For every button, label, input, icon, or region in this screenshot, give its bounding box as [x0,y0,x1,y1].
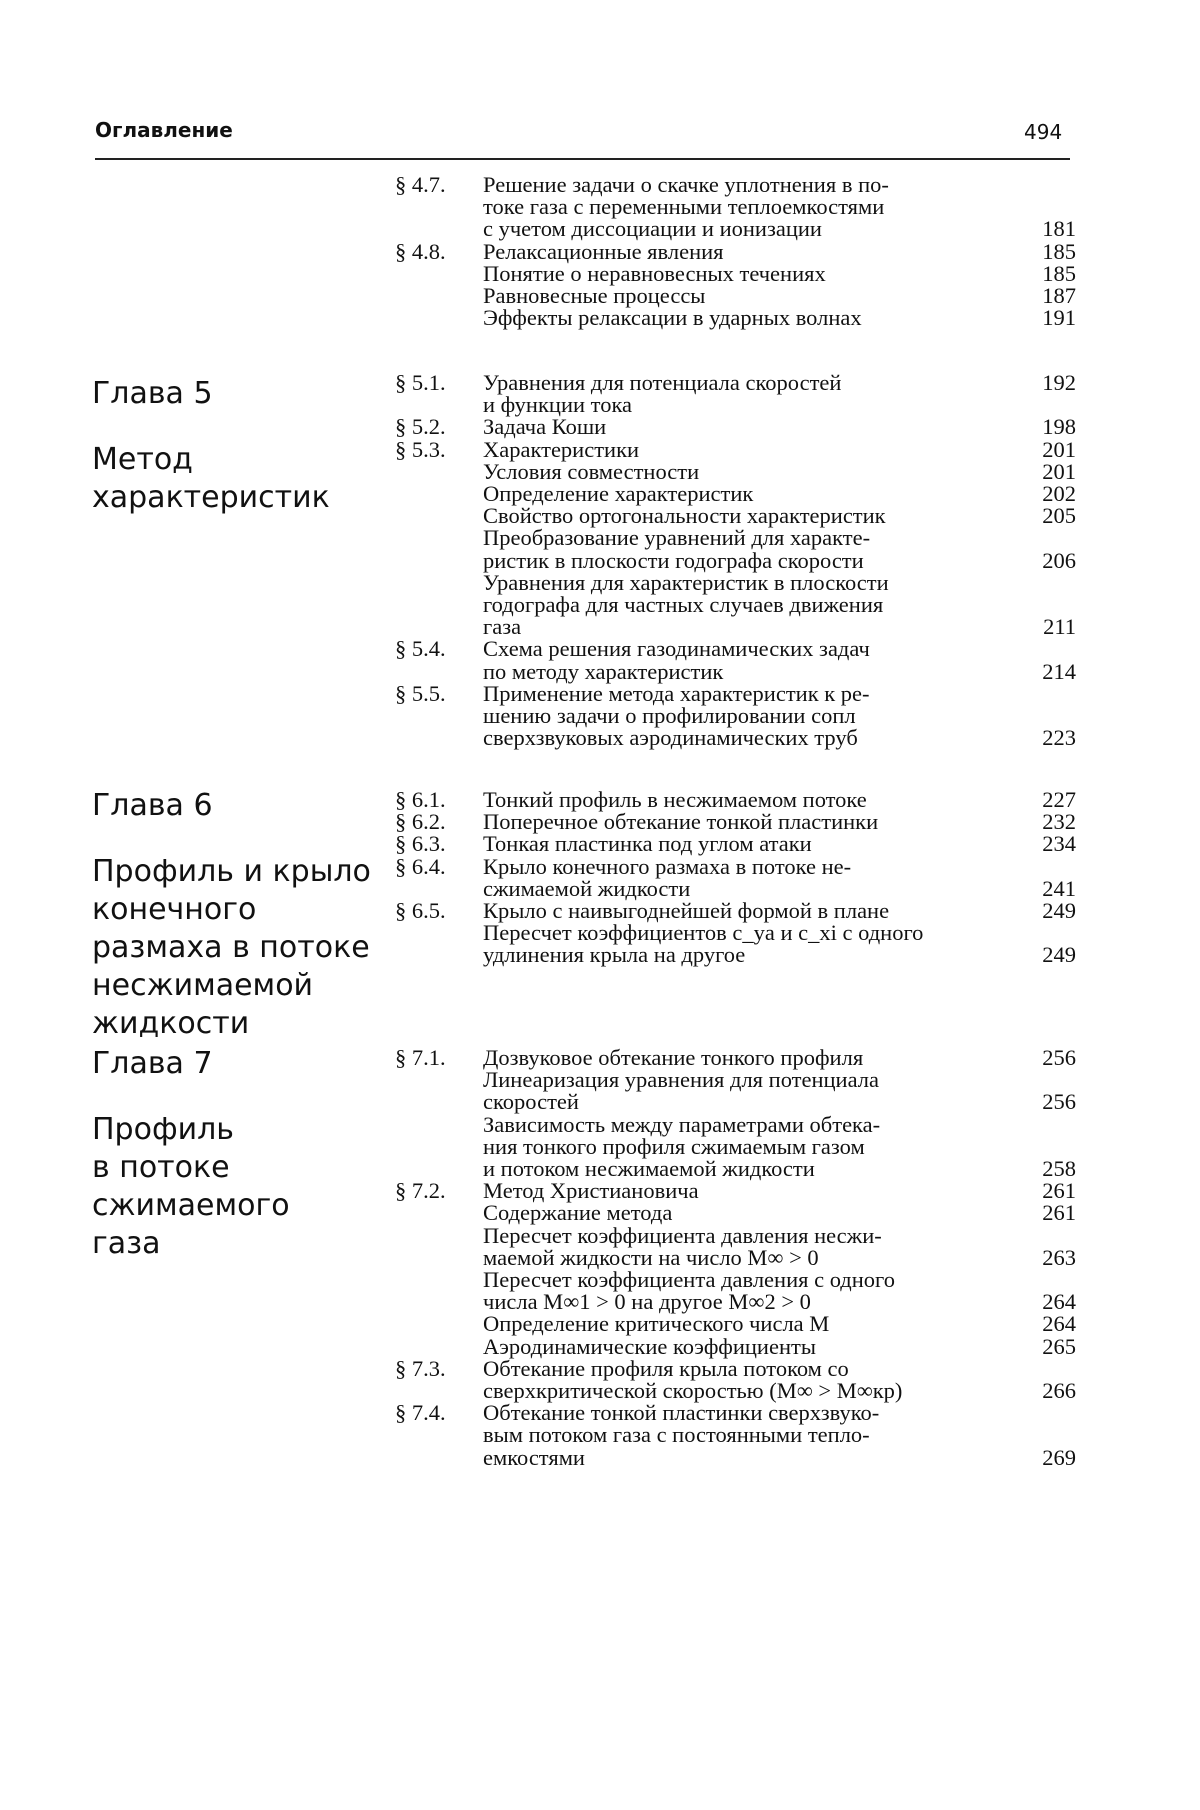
entry-page-number: 249 [1042,898,1076,923]
page-number: 494 [1024,120,1063,144]
entry-page-number: 266 [1042,1377,1076,1403]
section-number: § 7.4. [395,1400,446,1426]
entry-text-line: токе газа с переменными теплоемкостями [483,194,885,220]
chapter-title-line: газа [92,1226,161,1261]
entry-page-number: 264 [1042,1311,1076,1337]
entry-text-line: Зависимость между параметрами обтека- [483,1111,881,1137]
entry-text-line: Релаксационные явления [483,238,724,264]
entry-text-line: Применение метода характеристик к ре- [483,680,870,706]
entry-page-number: 256 [1042,1089,1076,1115]
section-number: § 7.3. [395,1355,446,1381]
entry-text-line: ния тонкого профиля сжимаемым газом [483,1133,865,1159]
entry-text-line: ристик в плоскости годографа скорости [483,547,864,573]
entry-page-number: 185 [1042,260,1076,286]
section-number: § 4.7. [395,172,446,197]
entry-text-line: Схема решения газодинамических задач [483,636,870,662]
entry-text-line: емкостями [483,1444,585,1470]
entry-text-line: Обтекание тонкой пластинки сверхзвуко- [483,1400,880,1426]
entry-text-line: Крыло с наивыгоднейшей формой в плане [483,898,890,923]
entry-page-number: 269 [1042,1444,1076,1470]
entry-text-line: Линеаризация уравнения для потенциала [483,1067,879,1093]
entry-page-number: 187 [1042,283,1076,308]
entry-text-line: годографа для частных случаев движения [483,591,884,617]
chapter-number: Глава 7 [92,1046,213,1081]
entry-text-line: Поперечное обтекание тонкой пластинки [483,809,879,835]
entry-page-number: 214 [1042,658,1076,684]
entry-text-line: Понятие о неравновесных течениях [483,260,826,286]
entry-text-line: Определение критического числа M [483,1311,830,1337]
entry-text-line: с учетом диссоциации и ионизации [483,216,822,242]
entry-page-number: 261 [1042,1200,1076,1226]
entry-text-line: и функции тока [483,392,633,418]
entry-text-line: Крыло конечного размаха в потоке не- [483,853,852,879]
section-number: § 5.2. [395,414,446,440]
entry-text-line: Определение характеристик [483,481,754,506]
entry-page-number: 206 [1042,547,1076,573]
entry-text-line: Равновесные процессы [483,283,706,308]
entry-page-number: 241 [1042,875,1076,901]
section-number: § 4.8. [395,238,446,264]
chapter-heading-7 [92,1045,290,1263]
chapter-title-line: характеристик [92,480,330,515]
chapter-title-line: Профиль [92,1112,234,1147]
entry-page-number: 191 [1042,305,1076,331]
chapter-number: Глава 6 [92,788,213,823]
entry-text-line: Уравнения для потенциала скоростей [483,370,842,395]
entry-text-line: Тонкий профиль в несжимаемом потоке [483,787,867,812]
entry-text-line: Уравнения для характеристик в плоскости [483,569,889,595]
entry-text-line: Пересчет коэффициентов c_ya и c_xi с одного [483,920,924,946]
chapter-title-line: жидкости [92,1006,250,1041]
entry-text-line: маемой жидкости на число M∞ > 0 [483,1244,819,1270]
entry-text-line: газа [483,614,522,640]
entry-text-line: Пересчет коэффициента давления несжи- [483,1222,882,1248]
entry-page-number: 192 [1042,370,1076,395]
chapter-heading-6 [92,787,371,1043]
entry-page-number: 201 [1042,436,1076,462]
chapter-title-line: несжимаемой [92,968,314,1003]
entry-text-line: Задача Коши [483,414,607,440]
entry-page-number: 264 [1042,1289,1076,1315]
chapter-title-line: сжимаемого [92,1188,290,1223]
chapter-title-line: конечного [92,892,257,927]
entry-text-line: Тонкая пластинка под углом атаки [483,831,812,857]
entry-text-line: и потоком несжимаемой жидкости [483,1155,815,1181]
entry-text-line: шению задачи о профилировании сопл [483,702,856,728]
section-number: § 7.2. [395,1178,446,1204]
entry-page-number: 198 [1042,414,1076,440]
section-number: § 6.5. [395,898,446,923]
section-number: § 6.1. [395,787,446,812]
entry-page-number: 185 [1042,238,1076,264]
entry-page-number: 234 [1042,831,1076,857]
entry-text-line: вым потоком газа с постоянными тепло- [483,1422,870,1448]
entry-text-line: скоростей [483,1089,579,1115]
entry-text-line: сверхзвуковых аэродинамических труб [483,725,858,751]
section-number: § 5.5. [395,680,446,706]
entry-text-line: Метод Христиановича [483,1178,699,1204]
section-number: § 5.3. [395,436,446,462]
entry-text-line: Содержание метода [483,1200,673,1226]
entry-text-line: удлинения крыла на другое [483,942,746,968]
section-number: § 6.3. [395,831,446,857]
chapter-title-line: в потоке [92,1150,230,1185]
entry-page-number: 263 [1042,1244,1076,1270]
entry-page-number: 201 [1042,458,1076,484]
entry-text-line: Обтекание профиля крыла потоком со [483,1355,849,1381]
entry-text-line: Характеристики [483,436,640,462]
entry-page-number: 205 [1042,503,1076,529]
entry-text-line: Эффекты релаксации в ударных волнах [483,305,862,331]
entry-text-line: Свойство ортогональности характеристик [483,503,886,529]
running-title: Оглавление [95,118,233,142]
entry-text-line: Аэродинамические коэффициенты [483,1333,816,1359]
entry-page-number: 249 [1042,942,1076,968]
entry-text-line: сжимаемой жидкости [483,875,691,901]
chapter-title-line: Метод [92,442,193,477]
entry-text-line: сверхкритической скоростью (M∞ > M∞кр) [483,1377,903,1403]
entry-text-line: Пересчет коэффициента давления с одного [483,1267,895,1292]
chapter-title-line: Профиль и крыло [92,854,371,889]
entry-page-number: 265 [1042,1333,1076,1359]
entry-text-line: Решение задачи о скачке уплотнения в по- [483,172,889,197]
entry-page-number: 261 [1042,1178,1076,1204]
entry-page-number: 202 [1042,481,1076,506]
section-number: § 6.2. [395,809,446,835]
chapter-heading-5 [92,375,330,517]
header-rule [95,158,1070,160]
entry-text-line: по методу характеристик [483,658,724,684]
entry-page-number: 232 [1042,809,1076,835]
section-number: § 5.1. [395,370,446,395]
section-number: § 5.4. [395,636,446,662]
entry-page-number: 258 [1042,1155,1076,1181]
entry-page-number: 181 [1042,216,1076,242]
entry-text-line: Дозвуковое обтекание тонкого профиля [483,1045,864,1070]
entry-page-number: 256 [1042,1045,1076,1070]
section-number: § 6.4. [395,853,446,879]
entry-page-number: 223 [1042,725,1076,751]
entry-page-number: 227 [1042,787,1076,812]
chapter-number: Глава 5 [92,376,213,411]
chapter-title-line: размаха в потоке [92,930,370,965]
entry-text-line: Условия совместности [483,458,700,484]
entry-text-line: Преобразование уравнений для характе- [483,525,871,551]
entry-page-number: 211 [1043,614,1076,640]
entry-text-line: числа M∞1 > 0 на другое M∞2 > 0 [483,1289,811,1315]
section-number: § 7.1. [395,1045,446,1070]
